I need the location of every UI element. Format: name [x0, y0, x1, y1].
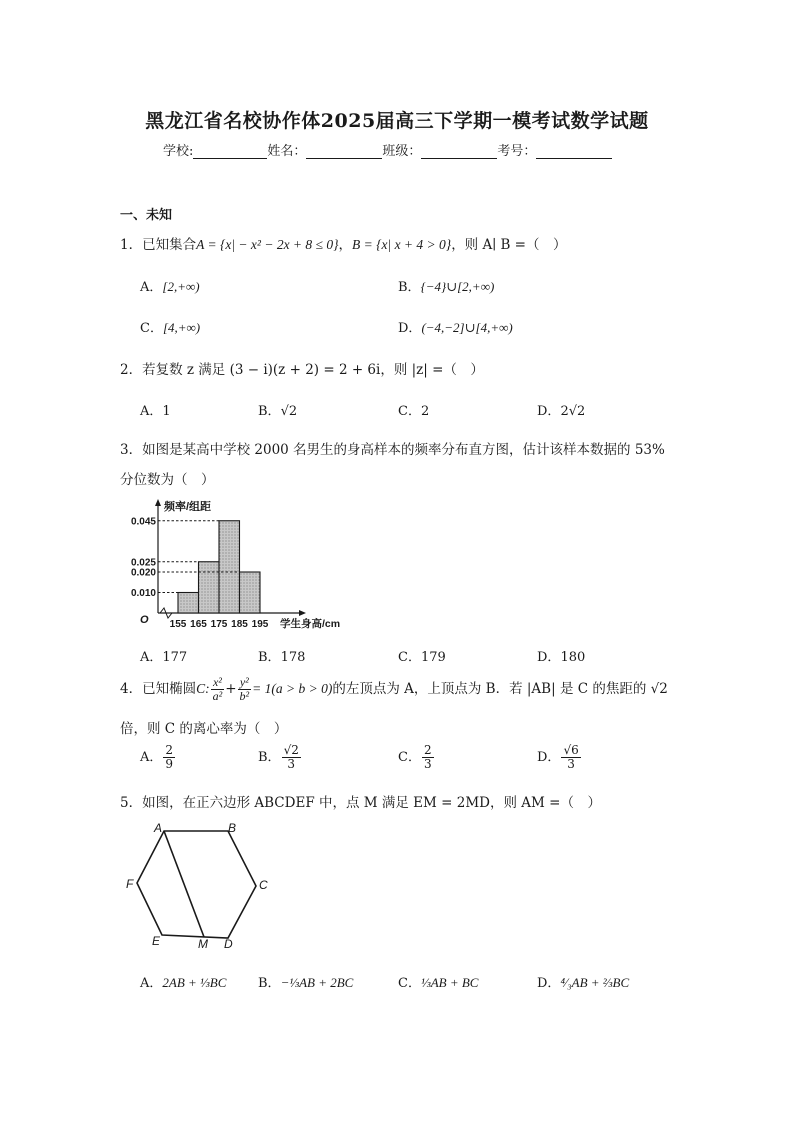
option-label: D．: [537, 650, 561, 665]
question-1: [120, 233, 566, 253]
q2-option-b[interactable]: [258, 400, 297, 419]
option-label: C．: [398, 976, 421, 991]
section-title: 一、未知: [120, 208, 173, 223]
q1-option-d[interactable]: [398, 317, 513, 336]
question-2: [120, 358, 484, 378]
x-axis-arrow: [299, 610, 306, 616]
option-label: B．: [258, 750, 281, 765]
option-text: 1: [162, 404, 171, 419]
q4-frac-x: $\frac{\text{x²}}{\text{a²}}$: [212, 675, 223, 703]
q1-set-b: B = {x| x + 4 > 0}: [351, 237, 452, 252]
option-label: D．: [398, 321, 422, 336]
option-label: D．: [537, 404, 561, 419]
origin-label: O: [140, 614, 149, 626]
x-tick-label: 195: [251, 619, 269, 630]
option-label: C．: [398, 404, 421, 419]
option-denominator: 3: [423, 757, 432, 771]
q1-ask: ，则 A∣ B =（ ）: [451, 237, 567, 253]
y-axis-label: 频率/组距: [164, 501, 212, 513]
q4-option-d[interactable]: [537, 744, 582, 771]
option-label: C．: [398, 750, 421, 765]
page-title: 黑龙江省名校协作体2025届高三下学期一模考试数学试题: [145, 110, 649, 132]
x-tick-label: 175: [210, 619, 228, 630]
frequency-histogram: [120, 495, 360, 635]
q4-eq-tail: = 1(a > b > 0): [252, 681, 333, 696]
option-label: A．: [140, 650, 163, 665]
vertex-label-m: M: [198, 937, 208, 951]
option-label: A．: [140, 750, 163, 765]
q4-mid: 的左顶点为 A，上顶点为 B．若 |AB| 是 C 的焦距的 √2: [332, 681, 668, 697]
option-text: [4,+∞): [162, 320, 201, 335]
option-text: (−4,−2]∪[4,+∞): [421, 320, 513, 335]
segment-am: [164, 831, 204, 937]
q1-separator: ，: [338, 237, 352, 253]
y-tick-label: 0.025: [130, 557, 156, 569]
option-label: B．: [258, 650, 281, 665]
option-text: 179: [420, 650, 446, 665]
q1-lead: 已知集合: [142, 237, 197, 253]
exam-no-label: 考号：: [497, 144, 537, 159]
hexagon-abcdef: [137, 831, 256, 938]
q4-number: 4．: [120, 681, 143, 697]
class-label: 班级：: [382, 144, 422, 159]
option-text: ⅓AB + BC: [420, 975, 479, 990]
y-tick-label: 0.045: [130, 516, 156, 528]
option-label: A．: [140, 280, 163, 295]
vertex-label-e: E: [152, 934, 161, 948]
q2-text: 若复数 z 满足 (3 − i)(z + 2) = 2 + 6i，则 |z| =（ ）: [142, 362, 484, 378]
q5-option-b[interactable]: [258, 972, 353, 991]
option-label: A．: [140, 976, 163, 991]
option-label: A．: [140, 404, 163, 419]
q1-option-b[interactable]: [398, 276, 494, 295]
option-text: 2√2: [560, 404, 586, 419]
name-label: 姓名：: [267, 144, 307, 159]
histogram-bar: [199, 562, 220, 613]
q3-option-a[interactable]: [140, 646, 187, 665]
q4-c: C: [196, 681, 206, 696]
q5-option-a[interactable]: [140, 972, 226, 991]
option-numerator: 2: [423, 743, 432, 757]
q5-option-d[interactable]: [537, 972, 629, 991]
question-4-line-1: 4．已知椭圆C: $\frac{\text{x²}}{\text{a²}}$ + $\frac{\text{y²}}{\text{b²}}$ = 1(a > b > 0)的左顶点为 A，上顶点为 B．若 |AB| 是 C 的焦距的 √2: [120, 675, 668, 703]
option-label: C．: [398, 650, 421, 665]
histogram-bar: [219, 521, 240, 613]
option-text: √2: [280, 404, 298, 419]
q4-option-b[interactable]: [258, 744, 302, 771]
q1-set-a: A = {x| − x² − 2x + 8 ≤ 0}: [196, 237, 339, 252]
q1-number: 1．: [120, 237, 143, 253]
option-label: B．: [258, 976, 281, 991]
vertex-label-d: D: [224, 937, 233, 951]
q3-option-d[interactable]: [537, 646, 585, 665]
option-numerator: 2: [165, 743, 174, 757]
q5-number: 5．: [120, 795, 143, 811]
class-blank[interactable]: [421, 146, 497, 159]
x-axis-label: 学生身高/cm: [280, 618, 341, 630]
exam-no-blank[interactable]: [536, 146, 612, 159]
name-blank[interactable]: [306, 146, 382, 159]
option-label: D．: [537, 976, 561, 991]
x-tick-label: 155: [169, 619, 187, 630]
q2-option-d[interactable]: [537, 400, 585, 419]
option-denominator: 3: [567, 757, 575, 771]
option-label: B．: [258, 404, 281, 419]
option-text: 2: [420, 404, 430, 419]
option-text: 178: [280, 650, 306, 665]
q4-frac-y: $\frac{\text{y²}}{\text{b²}}$: [239, 675, 250, 703]
question-5: [120, 791, 601, 811]
school-blank[interactable]: [193, 146, 267, 159]
option-label: B．: [398, 280, 421, 295]
q5-text: 如图，在正六边形 ABCDEF 中，点 M 满足 EM = 2MD，则 AM =（ ）: [142, 795, 601, 811]
question-3-line-1: [120, 438, 665, 458]
q4-lead: 已知椭圆: [142, 681, 197, 697]
q4-option-a[interactable]: [140, 744, 176, 771]
option-label: D．: [537, 750, 561, 765]
q2-option-a[interactable]: [140, 400, 171, 419]
hexagon-figure: [120, 818, 280, 953]
vertex-label-f: F: [126, 877, 134, 891]
q5-option-c[interactable]: [398, 972, 478, 991]
q3-option-c[interactable]: [398, 646, 446, 665]
q3-number: 3．: [120, 442, 143, 458]
q2-number: 2．: [120, 362, 143, 378]
y-axis-arrow: [155, 499, 161, 506]
y-tick-label: 0.020: [130, 567, 156, 579]
q2-option-c[interactable]: [398, 400, 429, 419]
vertex-label-c: C: [259, 878, 268, 892]
q4-option-c[interactable]: [398, 744, 435, 771]
option-denominator: 9: [165, 757, 174, 771]
option-text: 2AB + ⅓BC: [162, 975, 227, 990]
q4-text-2: 倍，则 C 的离心率为（ ）: [120, 721, 288, 737]
y-tick-label: 0.010: [130, 588, 156, 599]
option-label: C．: [140, 321, 163, 336]
option-numerator: √6: [563, 743, 579, 757]
option-text: {−4}∪[2,+∞): [420, 279, 495, 294]
x-tick-label: 165: [190, 619, 207, 630]
histogram-bar: [178, 593, 199, 614]
q1-option-a[interactable]: [140, 276, 200, 295]
option-text: −⅓AB + 2BC: [280, 975, 354, 990]
q1-option-c[interactable]: [140, 317, 200, 336]
q3-option-b[interactable]: [258, 646, 305, 665]
histogram-bar: [240, 572, 261, 613]
x-tick-label: 185: [231, 619, 248, 630]
school-label: 学校:: [163, 144, 194, 159]
vertex-label-a: A: [154, 821, 163, 835]
student-info-line: [163, 140, 612, 159]
option-numerator: √2: [283, 743, 299, 757]
q3-text-2: 分位数为（ ）: [120, 472, 215, 488]
q3-text-1: 如图是某高中学校 2000 名男生的身高样本的频率分布直方图，估计该样本数据的 53%: [142, 442, 665, 458]
option-text: 180: [560, 650, 586, 665]
vertex-label-b: B: [228, 821, 237, 835]
option-text: 177: [162, 650, 188, 665]
option-text: [2,+∞): [162, 279, 200, 294]
option-text: ⁴⁄₃AB + ⅔BC: [560, 975, 630, 990]
option-denominator: 3: [287, 757, 296, 771]
